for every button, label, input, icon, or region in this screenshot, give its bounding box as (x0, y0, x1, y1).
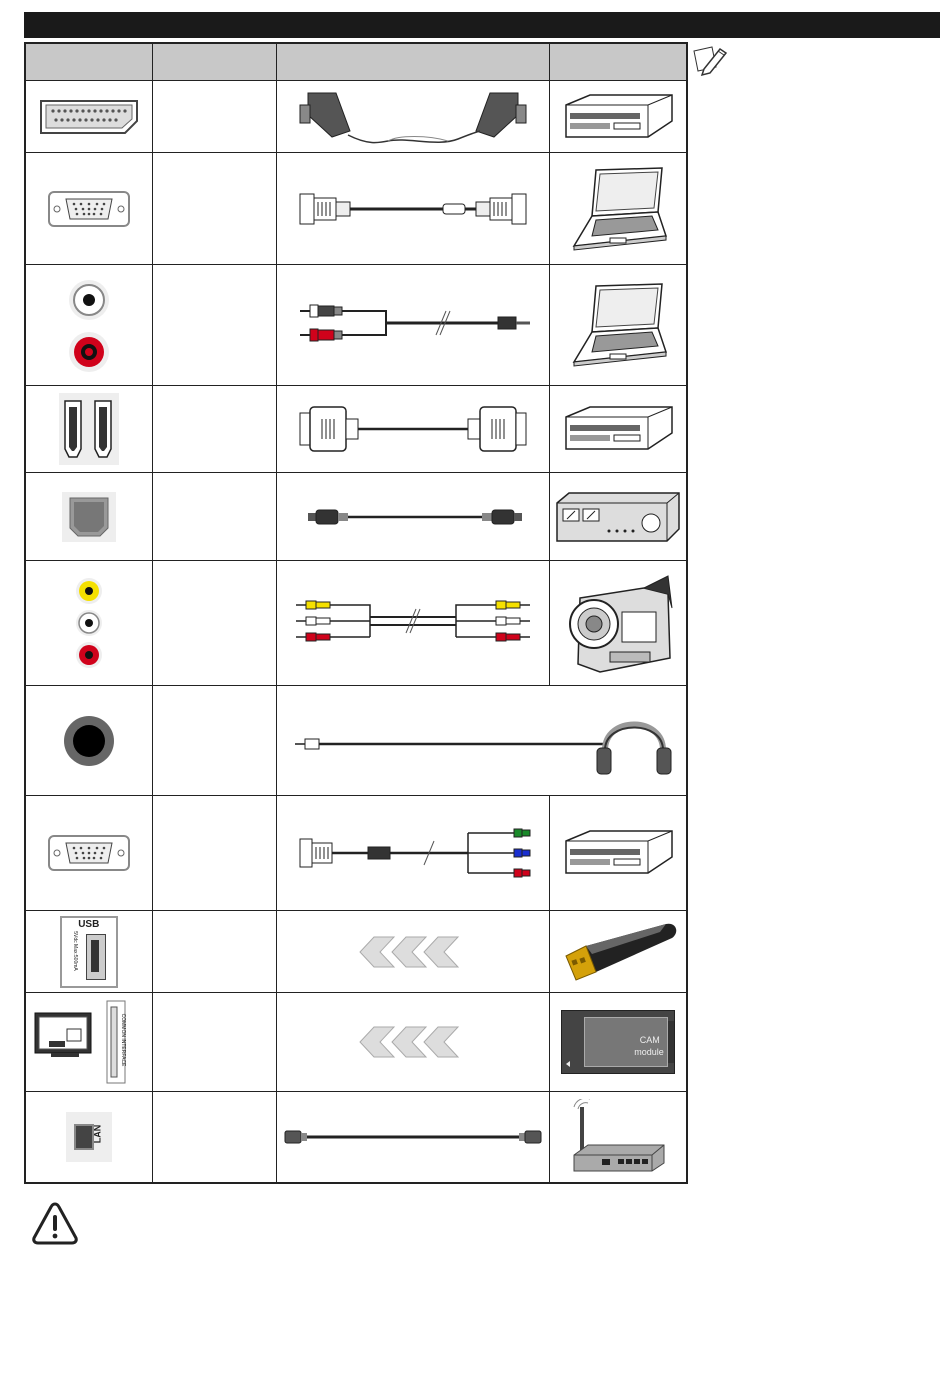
table-row-av (25, 561, 687, 686)
table-row-ci (25, 993, 687, 1092)
camcorder-icon (549, 561, 687, 686)
dvd-recorder-icon (549, 796, 687, 911)
usb-label: USB (78, 918, 100, 930)
hdmi-cable-icon (276, 386, 549, 473)
table-header (25, 43, 687, 81)
cam-label-line2: module (634, 1047, 664, 1057)
cam-label-line1: CAM (639, 1035, 660, 1045)
headphones-icon (597, 724, 671, 774)
table-row-hdmi (25, 386, 687, 473)
headphone-socket-icon (25, 686, 152, 796)
optical-cable-icon (276, 473, 549, 561)
dvd-recorder-icon (549, 81, 687, 153)
optical-socket-icon (25, 473, 152, 561)
table-row-headphone (25, 686, 687, 796)
lan-socket-icon (25, 1092, 152, 1183)
lan-label: LAN (92, 1124, 102, 1143)
header-cable (276, 43, 549, 81)
amplifier-icon (549, 473, 687, 561)
table-row-lan (25, 1092, 687, 1183)
laptop-icon (549, 265, 687, 386)
type-usb (152, 911, 276, 993)
composite-socket-icon (25, 561, 152, 686)
type-pc-audio (152, 265, 276, 386)
table-row-vga (25, 153, 687, 265)
header-device (549, 43, 687, 81)
insert-arrows-icon (276, 911, 549, 993)
scart-socket-icon (25, 81, 152, 153)
header-connector (25, 43, 152, 81)
ci-slot-icon (25, 993, 152, 1092)
usb-socket-icon (25, 911, 152, 993)
type-spdif (152, 473, 276, 561)
warning-triangle-icon (30, 1200, 80, 1251)
type-ypbpr (152, 796, 276, 911)
headphone-cable-icon (276, 686, 687, 796)
header-type (152, 43, 276, 81)
rca-audio-socket-icon (25, 265, 152, 386)
table-row-ypbpr (25, 796, 687, 911)
vga-socket-icon (25, 796, 152, 911)
ethernet-cable-icon (276, 1092, 549, 1183)
ypbpr-cable-icon (276, 796, 549, 911)
composite-cable-icon (276, 561, 549, 686)
rca-to-jack-cable-icon (276, 265, 549, 386)
usb-rating: 5Vdc Max:500mA (71, 930, 78, 971)
table-row-spdif (25, 473, 687, 561)
pencil-note-icon (690, 43, 730, 84)
type-ci (152, 993, 276, 1092)
type-scart (152, 81, 276, 153)
type-av (152, 561, 276, 686)
laptop-icon (549, 153, 687, 265)
title-bar (24, 12, 940, 38)
type-vga (152, 153, 276, 265)
type-headphone (152, 686, 276, 796)
type-hdmi (152, 386, 276, 473)
router-icon (549, 1092, 687, 1183)
connection-table (24, 42, 688, 1184)
dvd-recorder-icon (549, 386, 687, 473)
usb-stick-icon (549, 911, 687, 993)
table-row-usb (25, 911, 687, 993)
table-row-pc-audio (25, 265, 687, 386)
scart-cable-icon (276, 81, 549, 153)
ci-label: COMMON INTERFACE (119, 1013, 126, 1067)
table-row-scart (25, 81, 687, 153)
vga-cable-icon (276, 153, 549, 265)
vga-socket-icon (25, 153, 152, 265)
type-lan (152, 1092, 276, 1183)
insert-arrows-icon (276, 993, 549, 1092)
cam-module-icon (549, 993, 687, 1092)
hdmi-socket-icon (25, 386, 152, 473)
